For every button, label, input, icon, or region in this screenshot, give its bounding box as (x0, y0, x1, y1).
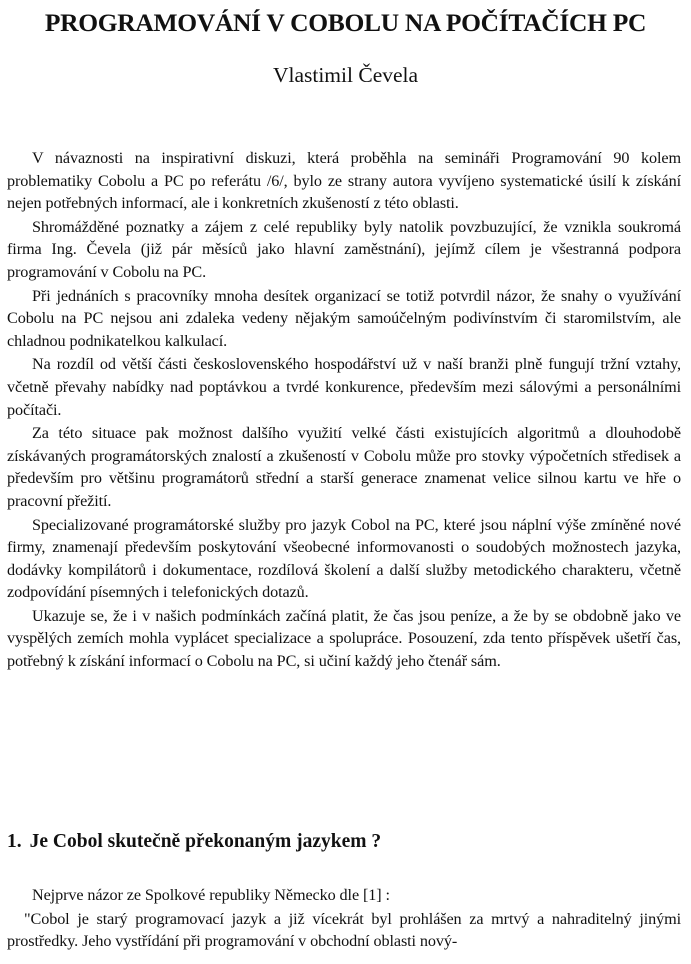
paragraph: Nejprve názor ze Spolkové republiky Německo dle [1] : (32, 886, 390, 904)
section-body (7, 884, 681, 954)
paragraph: Specializované programátorské služby pro jazyk Cobol na PC, které jsou náplní výše zmíněné nové firmy, znamenají především poskytování všeobecné informovanosti o soudobých možnostech jazyka, dodávky kompilátorů i dokumentace, rozdílová školení a další služby metodického charakteru, včetně zodpovídání písemných i telefonických dotazů. (7, 515, 681, 602)
paragraph: V návaznosti na inspirativní diskuzi, která proběhla na semináři Programování 90 kolem problematiky Cobolu a PC po referátu /6/, bylo ze strany autora vyvíjeno systematické úsilí k získání nejen potřebných informací, ale i konkretních zkušeností z této oblasti. (7, 149, 681, 213)
quote-paragraph: "Cobol je starý programovací jazyk a již vícekrát byl prohlášen za mrtvý a nahraditelný jinými prostředky. Jeho vystřídání při programování v obchodní oblasti nový- (7, 909, 681, 951)
section-number: 1. (7, 831, 22, 852)
document-author: Vlastimil Čevela (272, 63, 419, 87)
paragraph: Na rozdíl od větší části československého hospodářství už v naší branži plně fungují tržní vztahy, včetně převahy nabídky nad poptávkou a tvrdé konkurence, především mezi sálovými a personálními počítači. (7, 355, 681, 419)
document-body (7, 147, 681, 674)
paragraph: Za této situace pak možnost dalšího využití velké části existujících algoritmů a dlouhodobě získávaných programátorských znalostí a zkušeností v Cobolu může pro stovky výpočetních středisek a především pro většinu programátorů střední a starší generace znamenat velice silnou kartu ve hře o pracovní přežití. (7, 424, 681, 510)
paragraph: Shromážděné poznatky a zájem z celé republiky byly natolik povzbuzující, že vznikla soukromá firma Ing. Čevela (již pár měsíců jako hlavní zaměstnání), jejímž cílem je všestranná podpora programování v Cobolu na PC. (7, 217, 681, 281)
section-heading (7, 830, 681, 854)
section-title: Je Cobol skutečně překonaným jazykem ? (29, 831, 382, 852)
paragraph: Při jednáních s pracovníky mnoha desítek organizací se totiž potvrdil názor, že snahy o využívání Cobolu na PC nejsou ani zdaleka vedeny nějakým samoúčelným podivínstvím či staromilstvím, ale chladnou podnikatelkou kalkulací. (7, 286, 681, 350)
paragraph: Ukazuje se, že i v našich podmínkách začíná platit, že čas jsou peníze, a že by se obdobně jako ve vyspělých zemích mohla vyplácet specializace a spolupráce. Posouzení, zda tento příspěvek ušetří čas, potřebný k získání informací o Cobolu na PC, si učiní každý jeho čtenář sám. (7, 606, 681, 671)
document-title: PROGRAMOVÁNÍ V COBOLU NA POČÍTAČÍCH PC (44, 8, 647, 37)
